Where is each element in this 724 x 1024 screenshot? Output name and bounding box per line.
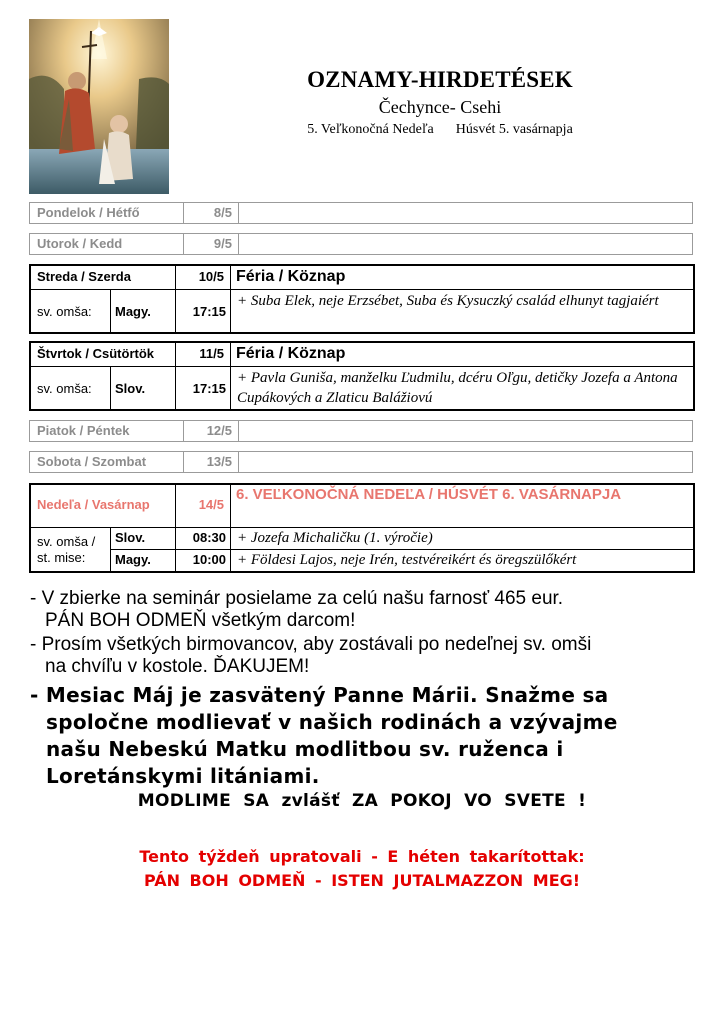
mass-label: sv. omša: — [31, 290, 111, 333]
mass-language: Slov. — [111, 528, 176, 549]
sunday-masses — [31, 528, 693, 571]
mass-row — [111, 549, 693, 571]
announcement-line: Loretánskymi litániami. — [46, 764, 320, 788]
mass-time: 17:15 — [176, 367, 231, 410]
day-row-friday — [29, 420, 693, 442]
day-name: Utorok / Kedd — [30, 234, 184, 254]
blessing-line: PÁN BOH ODMEŇ - ISTEN JUTALMAZZON MEG! — [143, 871, 581, 890]
day-row-monday — [29, 202, 693, 224]
day-block-wednesday — [29, 264, 695, 334]
day-block-thursday — [29, 341, 695, 411]
day-date: 14/5 — [176, 485, 231, 527]
announcement-collection — [30, 588, 700, 632]
day-title: Féria / Köznap — [236, 268, 346, 285]
announcement-confirmation — [30, 634, 700, 678]
announcement-line: spoločne modlievať v našich rodinách a vzývajme — [46, 710, 618, 734]
day-name: Sobota / Szombat — [30, 452, 184, 472]
mass-label: sv. omša / st. mise: — [31, 528, 111, 571]
baptism-painting-icon — [29, 19, 169, 194]
mass-row — [111, 528, 693, 549]
day-name: Streda / Szerda — [31, 266, 176, 289]
mass-time: 10:00 — [176, 550, 231, 571]
day-date: 9/5 — [184, 234, 239, 254]
day-header — [31, 266, 693, 290]
day-row-saturday — [29, 451, 693, 473]
mass-intention: + Jozefa Michaličku (1. výročie) — [237, 530, 433, 546]
day-date: 8/5 — [184, 203, 239, 223]
mass-language: Slov. — [111, 367, 176, 410]
day-name: Nedeľa / Vasárnap — [31, 485, 176, 527]
day-title — [239, 452, 692, 472]
day-name: Pondelok / Hétfő — [30, 203, 184, 223]
day-title: 6. VEĽKONOČNÁ NEDEĽA / HÚSVÉT 6. VASÁRNAPJA — [236, 486, 622, 503]
mass-label: sv. omša: — [31, 367, 111, 410]
day-date: 13/5 — [184, 452, 239, 472]
announcement-line: PÁN BOH ODMEŇ všetkým darcom! — [45, 610, 356, 631]
day-name: Piatok / Péntek — [30, 421, 184, 441]
day-header — [31, 343, 693, 367]
day-row-tuesday — [29, 233, 693, 255]
day-title — [239, 234, 692, 254]
mass-row — [31, 290, 693, 333]
week-hu: Húsvét 5. vasárnapja — [455, 122, 573, 137]
peace-prayer: MODLIME SA zvlášť ZA POKOJ VO SVETE ! — [137, 791, 587, 811]
mass-intention: + Földesi Lajos, neje Irén, testvéreikért és öregszülőkért — [237, 552, 577, 568]
week-subtitle — [230, 121, 650, 139]
announcement-line: na chvíľu v kostole. ĎAKUJEM! — [45, 656, 310, 677]
week-sk: 5. Veľkonočná Nedeľa — [307, 122, 434, 137]
day-name: Štvrtok / Csütörtök — [31, 343, 176, 366]
day-date: 10/5 — [176, 266, 231, 289]
mass-time: 17:15 — [176, 290, 231, 333]
mass-intention: + Suba Elek, neje Erzsébet, Suba és Kysuczký család elhunyt tagjaiért — [237, 293, 659, 309]
parish-name: Čechynce- Csehi — [378, 97, 502, 117]
cleaning-line: Tento týždeň upratovali - E héten takarítottak: — [139, 847, 585, 866]
mass-row — [31, 367, 693, 410]
header — [230, 66, 650, 139]
announcement-line: - Mesiac Máj je zasvätený Panne Márii. Snažme sa — [30, 683, 609, 707]
mass-language: Magy. — [111, 290, 176, 333]
baptism-of-christ-image — [29, 19, 169, 194]
mass-intention: + Pavla Guniša, manželku Ľudmilu, dcéru Oľgu, detičky Jozefa a Antona Cupákových a Zlaticu Balážiovú — [237, 370, 678, 406]
cleaning-thanks — [0, 845, 724, 893]
day-date: 12/5 — [184, 421, 239, 441]
day-title: Féria / Köznap — [236, 345, 346, 362]
mass-language: Magy. — [111, 550, 176, 571]
announcement-line: našu Nebeskú Matku modlitbou sv. ruženca i — [46, 737, 564, 761]
announcement-line: - Prosím všetkých birmovancov, aby zostávali po nedeľnej sv. omši — [30, 634, 592, 655]
day-block-sunday — [29, 483, 695, 573]
day-title — [239, 203, 692, 223]
page-title: OZNAMY-HIRDETÉSEK — [307, 67, 573, 92]
announcement-line: - V zbierke na seminár posielame za celú našu farnosť 465 eur. — [30, 588, 564, 609]
mass-time: 08:30 — [176, 528, 231, 549]
announcement-may — [30, 682, 710, 790]
day-date: 11/5 — [176, 343, 231, 366]
day-title — [239, 421, 692, 441]
day-header — [31, 485, 693, 528]
